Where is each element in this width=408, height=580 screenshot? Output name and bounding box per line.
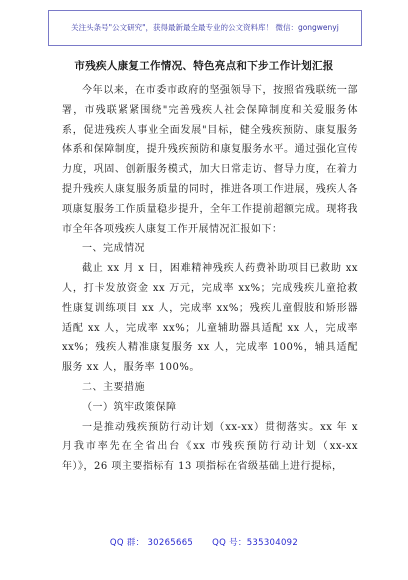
- document-title: 市残疾人康复工作情况、特色亮点和下步工作计划汇报: [74, 60, 334, 72]
- section-heading-measures: 二、主要措施: [82, 381, 145, 393]
- qq-number: QQ 号：535304092: [212, 538, 299, 548]
- contact-footer: [0, 536, 408, 548]
- qq-group-number: QQ 群： 30265665: [109, 538, 194, 548]
- paragraph-completion: 截止 xx 月 x 日，困难精神残疾人药费补助项目已救助 xx 人，打卡发放资金 xx 万元，完成率 xx%；完成残疾儿童抢救性康复训练项目 xx 人，完成率 xx%；残疾儿童假肢和矫形器适配 xx 人，完成率 xx%；儿童辅助器具适配 xx 人，完成率 xx%；残疾人精准康复服务 xx 人，完成率 100%，辅具适配服务 xx 人，服务率 100%。: [62, 263, 358, 374]
- section-heading-completion: 一、完成情况: [82, 243, 145, 255]
- paragraph-intro: 今年以来，在市委市政府的坚强领导下，按照省残联统一部署，市残联紧紧围绕"完善残疾人社会保障制度和关爱服务体系，促进残疾人事业全面发展"目标，健全残疾预防、康复服务体系和保障制度，提升残疾预防和康复服务水平。通过强化宣传力度，巩固、创新服务模式，加大日常走访、督导力度，在着力提升残疾人康复服务质量的同时，推进各项工作进展，残疾人各项康复服务工作质量稳步提升，全年工作提前超额完成。现将我市全年各项残疾人康复工作开展情况汇报如下：: [62, 85, 358, 235]
- promo-banner-text: 关注头条号"公文研究"，获得最新最全最专业的公文资料库！ 微信：gongwenyj: [71, 23, 339, 32]
- subsection-heading-policy: （一）筑牢政策保障: [82, 401, 177, 413]
- document-body: [62, 81, 358, 477]
- paragraph-policy: 一是推动残疾预防行动计划（xx-xx）贯彻落实。xx 年 x 月我市率先在全省出台《xx 市残疾预防行动计划（xx-xx年）》，26 项主要指标有 13 项指标在省级基础上进行提标，: [62, 421, 358, 473]
- promo-banner: [48, 10, 362, 46]
